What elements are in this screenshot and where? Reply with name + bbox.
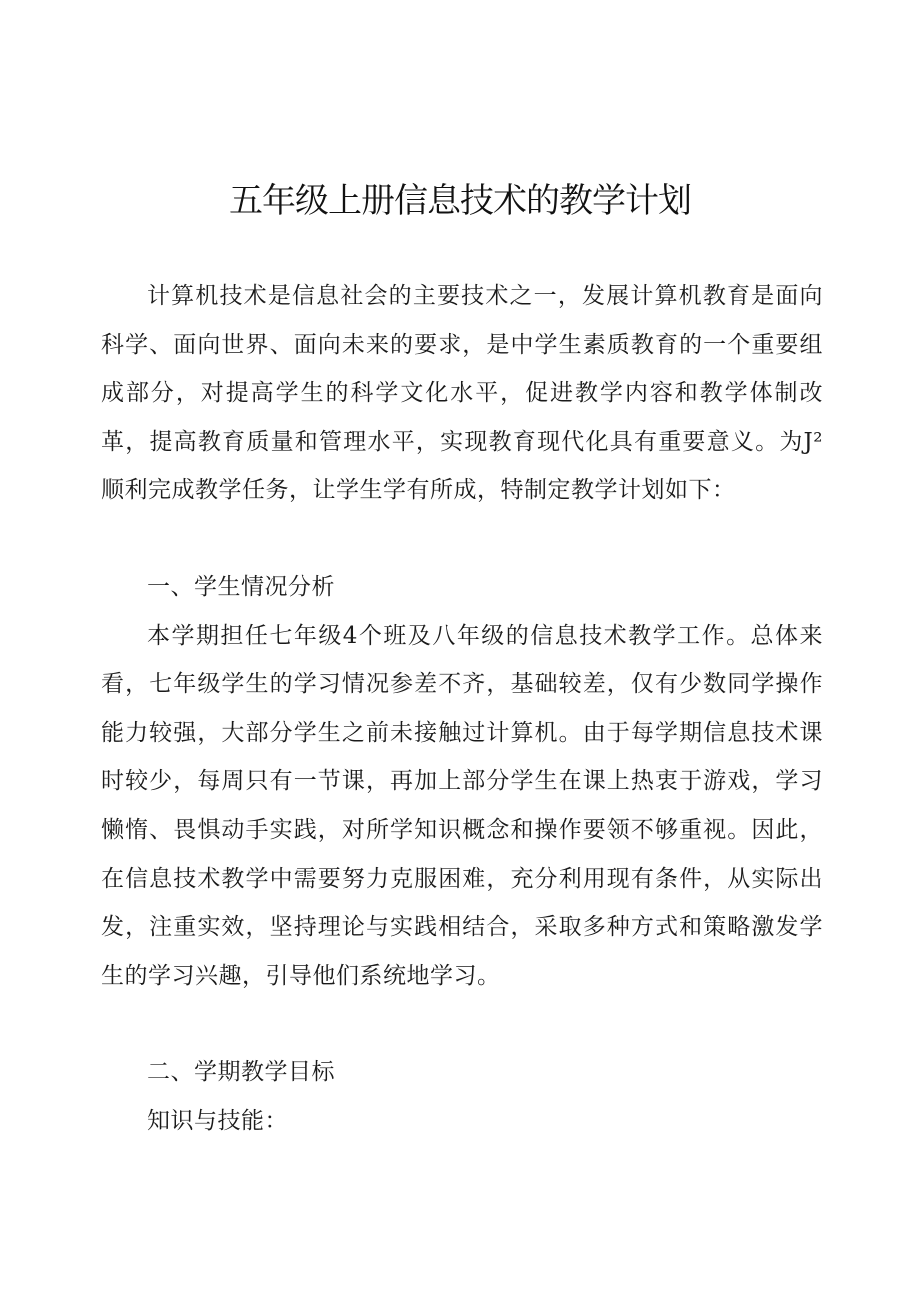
document-title: 五年级上册信息技术的教学计划 bbox=[229, 181, 691, 221]
spacer bbox=[101, 515, 823, 563]
intro-paragraph: 计算机技术是信息社会的主要技术之一，发展计算机教育是面向科学、面向世界、面向未来的要求，是中学生素质教育的一个重要组成部分，对提高学生的科学文化水平，促进教学内容和教学体制改革，提高教育质量和管理水平，实现教育现代化具有重要意义。为J²顺利完成教学任务，让学生学有所成，特制定教学计划如下： bbox=[101, 283, 823, 504]
subheading-knowledge-skills: 知识与技能： bbox=[147, 1107, 288, 1134]
student-analysis-paragraph: 本学期担任七年级4个班及八年级的信息技术教学工作。总体来看，七年级学生的学习情况参差不齐，基础较差，仅有少数同学操作能力较强，大部分学生之前未接触过计算机。由于每学期信息技术课时较少，每周只有一节课，再加上部分学生在课上热衷于游戏，学习懒惰、畏惧动手实践，对所学知识概念和操作要领不够重视。因此，在信息技术教学中需要努力克服困难，充分利用现有条件，从实际出发，注重实效，坚持理论与实践相结合，采取多种方式和策略激发学生的学习兴趣，引导他们系统地学习。 bbox=[101, 622, 823, 989]
spacer bbox=[101, 1000, 823, 1048]
document-body bbox=[101, 272, 823, 1146]
section-heading-teaching-goals: 二、学期教学目标 bbox=[147, 1059, 335, 1086]
section-heading-student-analysis: 一、学生情况分析 bbox=[147, 573, 335, 600]
